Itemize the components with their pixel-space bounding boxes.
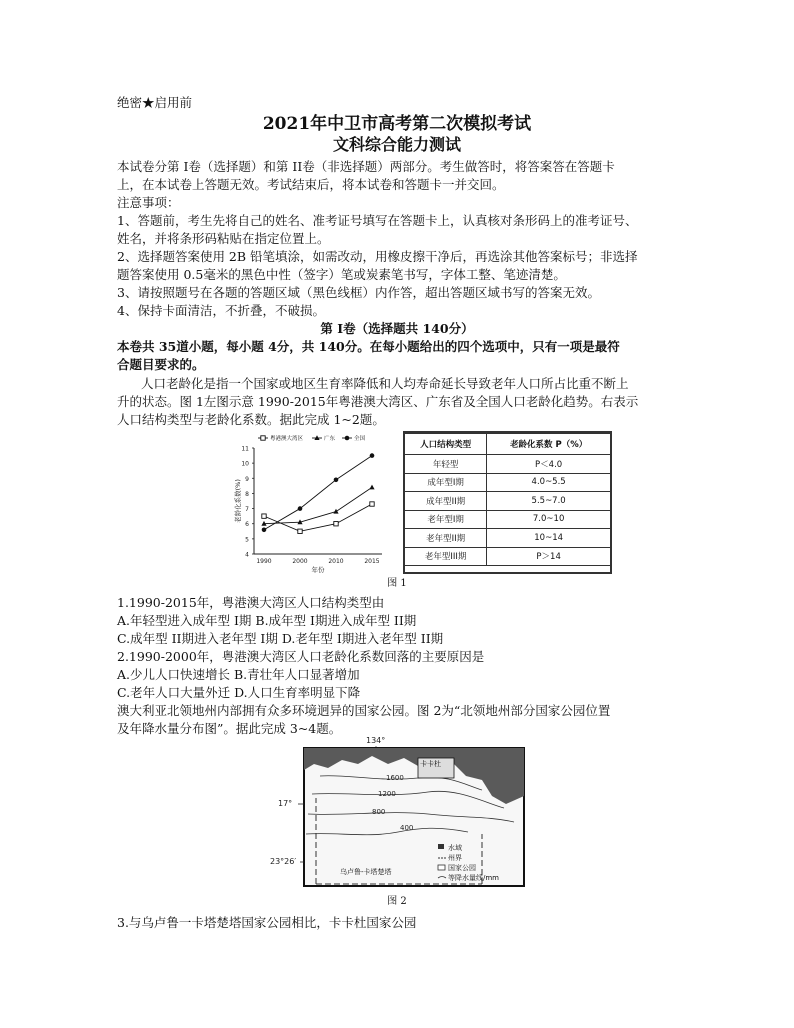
x-tick-label: 2010	[328, 558, 344, 565]
legend-water-label: 水域	[448, 844, 462, 852]
table-cell: 成年型I期	[405, 473, 487, 492]
y-tick-label: 8	[245, 490, 249, 498]
note-line-3: 2、选择题答案使用 2B 铅笔填涂，如需改动，用橡皮擦干净后，再选涂其他答案标号；非选择	[117, 249, 638, 264]
isohyet-label: 800	[372, 808, 386, 816]
notes-title: 注意事项：	[117, 195, 180, 210]
x-tick-label: 1990	[256, 558, 272, 565]
series-line	[264, 504, 372, 531]
note-line-4: 题答案使用 0.5毫米的黑色中性（签字）笔或炭素笔书写，字体工整、笔迹清楚。	[117, 267, 566, 282]
data-point-triangle	[333, 509, 338, 514]
x-tick-label: 2015	[364, 558, 380, 565]
northern-territory-map	[268, 734, 538, 892]
chart-axes	[233, 446, 382, 575]
isohyet-label: 1200	[378, 790, 396, 798]
table-row	[405, 529, 611, 548]
data-point-circle	[345, 436, 350, 441]
note-line-2: 姓名，并将条形码粘贴在指定位置上。	[117, 231, 330, 246]
table-row	[405, 510, 611, 529]
legend-park-icon	[438, 865, 445, 870]
table-cell: 成年型II期	[405, 492, 487, 511]
table-cell: 10~14	[487, 529, 611, 548]
data-point-triangle	[369, 485, 374, 490]
table-cell: P＜4.0	[487, 455, 611, 474]
passage2-line-2: 及年降水量分布图”。据此完成 3~4题。	[117, 721, 342, 736]
table-row	[405, 455, 611, 474]
note-line-5: 3、请按照题号在各题的答题区域（黑色线框）内作答，超出答题区域书写的答案无效。	[117, 285, 600, 300]
legend-label: 粤港澳大湾区	[270, 436, 304, 442]
passage1-line-1: 人口老龄化是指一个国家或地区生育率降低和人均寿命延长导致老年人口所占比重不断上	[141, 376, 629, 391]
table-cell: 老年型I期	[405, 510, 487, 529]
chart-series	[261, 453, 374, 533]
aging-coefficient-table	[404, 433, 611, 566]
chart-legend	[258, 434, 366, 442]
table-cell: 4.0~5.5	[487, 473, 611, 492]
map-lat1-label: 17°	[278, 799, 293, 808]
park-south-label: 乌卢鲁-卡塔楚塔	[340, 868, 392, 876]
table-row	[405, 492, 611, 511]
isohyet-label: 1600	[386, 774, 404, 782]
isohyet-label: 400	[400, 824, 414, 832]
data-point-circle	[298, 506, 303, 511]
data-point-square	[334, 522, 338, 526]
y-tick-label: 7	[245, 506, 249, 514]
x-tick-label: 2000	[292, 558, 308, 565]
table-header-row	[405, 434, 611, 455]
intro-line-1: 本试卷分第 I卷（选择题）和第 II卷（非选择题）两部分。考生做答时，将答案答在答题卡	[117, 159, 615, 174]
question-2-options-ab: A.少儿人口快速增长 B.青壮年人口显著增加	[117, 667, 360, 682]
table-cell: 5.5~7.0	[487, 492, 611, 511]
y-axis-label: 老龄化系数(%)	[234, 479, 242, 523]
table-cell: 老年型III期	[405, 547, 487, 566]
data-point-square	[298, 529, 302, 533]
table-cell: P＞14	[487, 547, 611, 566]
note-line-6: 4、保持卡面清洁，不折叠，不破损。	[117, 303, 325, 318]
table-cell: 7.0~10	[487, 510, 611, 529]
data-point-circle	[262, 527, 267, 532]
x-axis-label: 年份	[311, 566, 325, 574]
series-line	[264, 456, 372, 530]
data-point-circle	[334, 478, 339, 483]
question-1-options-cd: C.成年型 II期进入老年型 I期 D.老年型 I期进入老年型 II期	[117, 631, 444, 646]
map-lon-label: 134°	[366, 736, 386, 745]
section-instruction-2: 合题目要求的。	[117, 357, 205, 372]
passage1-line-3: 人口结构类型与老龄化系数。据此完成 1~2题。	[117, 412, 385, 427]
y-tick-label: 5	[245, 536, 249, 544]
question-3: 3.与乌卢鲁一卡塔楚塔国家公园相比，卡卡杜国家公园	[117, 915, 417, 930]
question-1-options-ab: A.年轻型进入成年型 I期 B.成年型 I期进入成年型 II期	[117, 613, 417, 628]
map-lat2-label: 23°26′	[270, 857, 297, 866]
intro-line-2: 上，在本试卷上答题无效。考试结束后，将本试卷和答题卡一并交回。	[117, 177, 505, 192]
data-point-square	[261, 436, 265, 440]
figure2-caption: 图 2	[387, 896, 407, 907]
legend-border-label: 州界	[448, 854, 462, 862]
exam-subtitle: 文科综合能力测试	[332, 135, 461, 154]
question-1: 1.1990-2015年，粤港澳大湾区人口结构类型由	[117, 595, 385, 610]
y-tick-label: 4	[245, 551, 249, 559]
section-title: 第 I卷（选择题共 140分）	[320, 321, 474, 336]
figure1-caption: 图 1	[387, 578, 407, 589]
data-point-square	[262, 514, 266, 518]
aging-trend-chart	[232, 430, 392, 575]
passage2-line-1: 澳大利亚北领地州内部拥有众多环境迥异的国家公园。图 2为“北领地州部分国家公园位置	[117, 703, 611, 718]
legend-park-label: 国家公园	[448, 864, 476, 872]
legend-isohyet-label: 等降水量线/mm	[448, 874, 499, 882]
question-2-options-cd: C.老年人口大量外迁 D.人口生育率明显下降	[117, 685, 361, 700]
y-tick-label: 10	[241, 460, 249, 468]
legend-label: 广东	[324, 436, 336, 442]
legend-water-icon	[438, 844, 444, 849]
note-line-1: 1、答题前，考生先将自己的姓名、准考证号填写在答题卡上，认真核对条形码上的准考证号、	[117, 213, 638, 228]
section-instruction-1: 本卷共 35道小题，每小题 4分，共 140分。在每小题给出的四个选项中，只有一项是最符	[117, 339, 620, 354]
series-line	[264, 487, 372, 523]
table-header-type: 人口结构类型	[405, 434, 487, 455]
question-2: 2.1990-2000年，粤港澳大湾区人口老龄化系数回落的主要原因是	[117, 649, 485, 664]
y-tick-label: 11	[241, 445, 249, 453]
legend-label: 全国	[354, 436, 366, 442]
table-row	[405, 547, 611, 566]
y-tick-label: 9	[245, 475, 249, 483]
exam-title: 2021年中卫市高考第二次模拟考试	[262, 114, 532, 134]
data-point-circle	[370, 453, 375, 458]
data-point-square	[370, 502, 374, 506]
confidential-mark: 绝密★启用前	[117, 95, 193, 110]
passage1-line-2: 升的状态。图 1左图示意 1990-2015年粤港澳大湾区、广东省及全国人口老龄化趋势。右表示	[117, 394, 639, 409]
park-north-label: 卡卡杜	[420, 760, 441, 768]
table-header-coef: 老龄化系数 P（%）	[487, 434, 611, 455]
table-cell: 年轻型	[405, 455, 487, 474]
table-cell: 老年型II期	[405, 529, 487, 548]
y-tick-label: 6	[245, 521, 249, 529]
table-row	[405, 473, 611, 492]
